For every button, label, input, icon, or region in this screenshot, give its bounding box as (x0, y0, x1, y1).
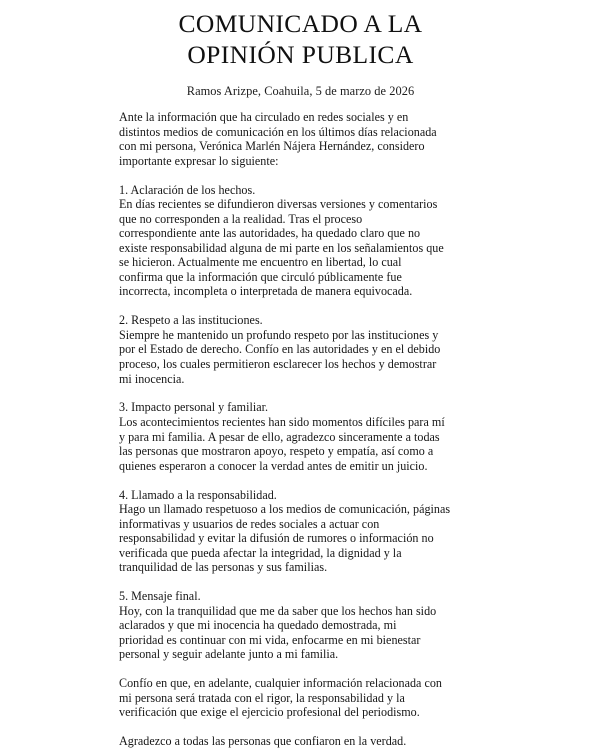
paragraph-line: quienes esperaron a conocer la verdad antes de emitir un juicio. (119, 458, 428, 473)
paragraph-line: correspondiente ante las autoridades, ha quedado claro que no (119, 226, 421, 241)
page-title-line: OPINIÓN PUBLICA (187, 40, 414, 69)
paragraph-section-3 (119, 400, 449, 473)
dateline: Ramos Arizpe, Coahuila, 5 de marzo de 2026 (186, 84, 415, 98)
page-title-line: COMUNICADO A LA (178, 9, 423, 38)
paragraph-line: Ante la información que ha circulado en redes sociales y en (119, 110, 409, 124)
paragraph-line: responsabilidad y evitar la difusión de rumores o información no (119, 531, 434, 546)
paragraph-line: Los acontecimientos recientes han sido momentos difíciles para mí (119, 415, 445, 430)
paragraph-line: Hoy, con la tranquilidad que me da saber que los hechos han sido (119, 603, 437, 618)
paragraph-line: importante expresar lo siguiente: (119, 153, 279, 168)
paragraph-line: las personas que mostraron apoyo, respeto y empatía, así como a (119, 444, 434, 459)
paragraph-line: mi persona será tratada con el rigor, la responsabilidad y la (119, 690, 405, 705)
paragraph-line: distintos medios de comunicación en los últimos días relacionada (119, 124, 437, 139)
paragraph-line: Hago un llamado respetuoso a los medios de comunicación, páginas (119, 502, 451, 517)
paragraph-closing (119, 676, 449, 720)
paragraph-line: aclarados y que mi inocencia ha quedado demostrada, mi (119, 618, 397, 633)
paragraph-line: 2. Respeto a las instituciones. (119, 313, 263, 328)
paragraph-line: informativas y usuarios de redes sociales a actuar con (119, 516, 380, 531)
paragraph-thanks (119, 734, 449, 749)
paragraph-line: 4. Llamado a la responsabilidad. (119, 487, 277, 502)
paragraph-line: prioridad es continuar con mi vida, enfocarme en mi bienestar (119, 632, 421, 647)
paragraph-line: 5. Mensaje final. (119, 589, 201, 604)
paragraph-line: que no corresponden a la realidad. Tras el proceso (119, 211, 363, 226)
paragraph-line: verificada que pueda afectar la integridad, la dignidad y la (119, 545, 402, 560)
paragraph-line: 1. Aclaración de los hechos. (119, 182, 256, 197)
paragraph-line: Confío en que, en adelante, cualquier información relacionada con (119, 676, 442, 691)
paragraph-line: confirma que la información que circuló públicamente fue (119, 269, 402, 284)
paragraph-line: proceso, los cuales permitieron esclarecer los hechos y demostrar (119, 356, 437, 371)
paragraph-line: por el Estado de derecho. Confío en las autoridades y en el debido (119, 342, 441, 357)
page-title (0, 8, 601, 70)
paragraph-line: Agradezco a todas las personas que confiaron en la verdad. (119, 734, 407, 749)
paragraph-line: Siempre he mantenido un profundo respeto por las instituciones y (119, 327, 439, 342)
paragraph-line: tranquilidad de las personas y sus familias. (119, 560, 328, 575)
document-body (119, 110, 449, 749)
paragraph-section-1 (119, 183, 449, 299)
paragraph-line: con mi persona, Verónica Marlén Nájera Hernández, considero (119, 139, 425, 154)
paragraph-line: incorrecta, incompleta o interpretada de manera equivocada. (119, 284, 413, 299)
paragraph-line: se hicieron. Actualmente me encuentro en libertad, lo cual (119, 255, 402, 270)
document-header (0, 0, 601, 99)
paragraph-intro (119, 110, 449, 168)
paragraph-section-4 (119, 488, 449, 575)
paragraph-section-5 (119, 589, 449, 662)
paragraph-section-2 (119, 313, 449, 386)
paragraph-line: En días recientes se difundieron diversas versiones y comentarios (119, 197, 438, 212)
paragraph-line: verificación que exige el ejercicio profesional del periodismo. (119, 705, 420, 720)
paragraph-line: personal y seguir adelante junto a mi familia. (119, 647, 339, 662)
paragraph-line: mi inocencia. (119, 371, 185, 386)
paragraph-line: 3. Impacto personal y familiar. (119, 400, 269, 415)
paragraph-line: y para mi familia. A pesar de ello, agradezco sinceramente a todas (119, 429, 440, 444)
paragraph-line: existe responsabilidad alguna de mi parte en los señalamientos que (119, 240, 444, 255)
